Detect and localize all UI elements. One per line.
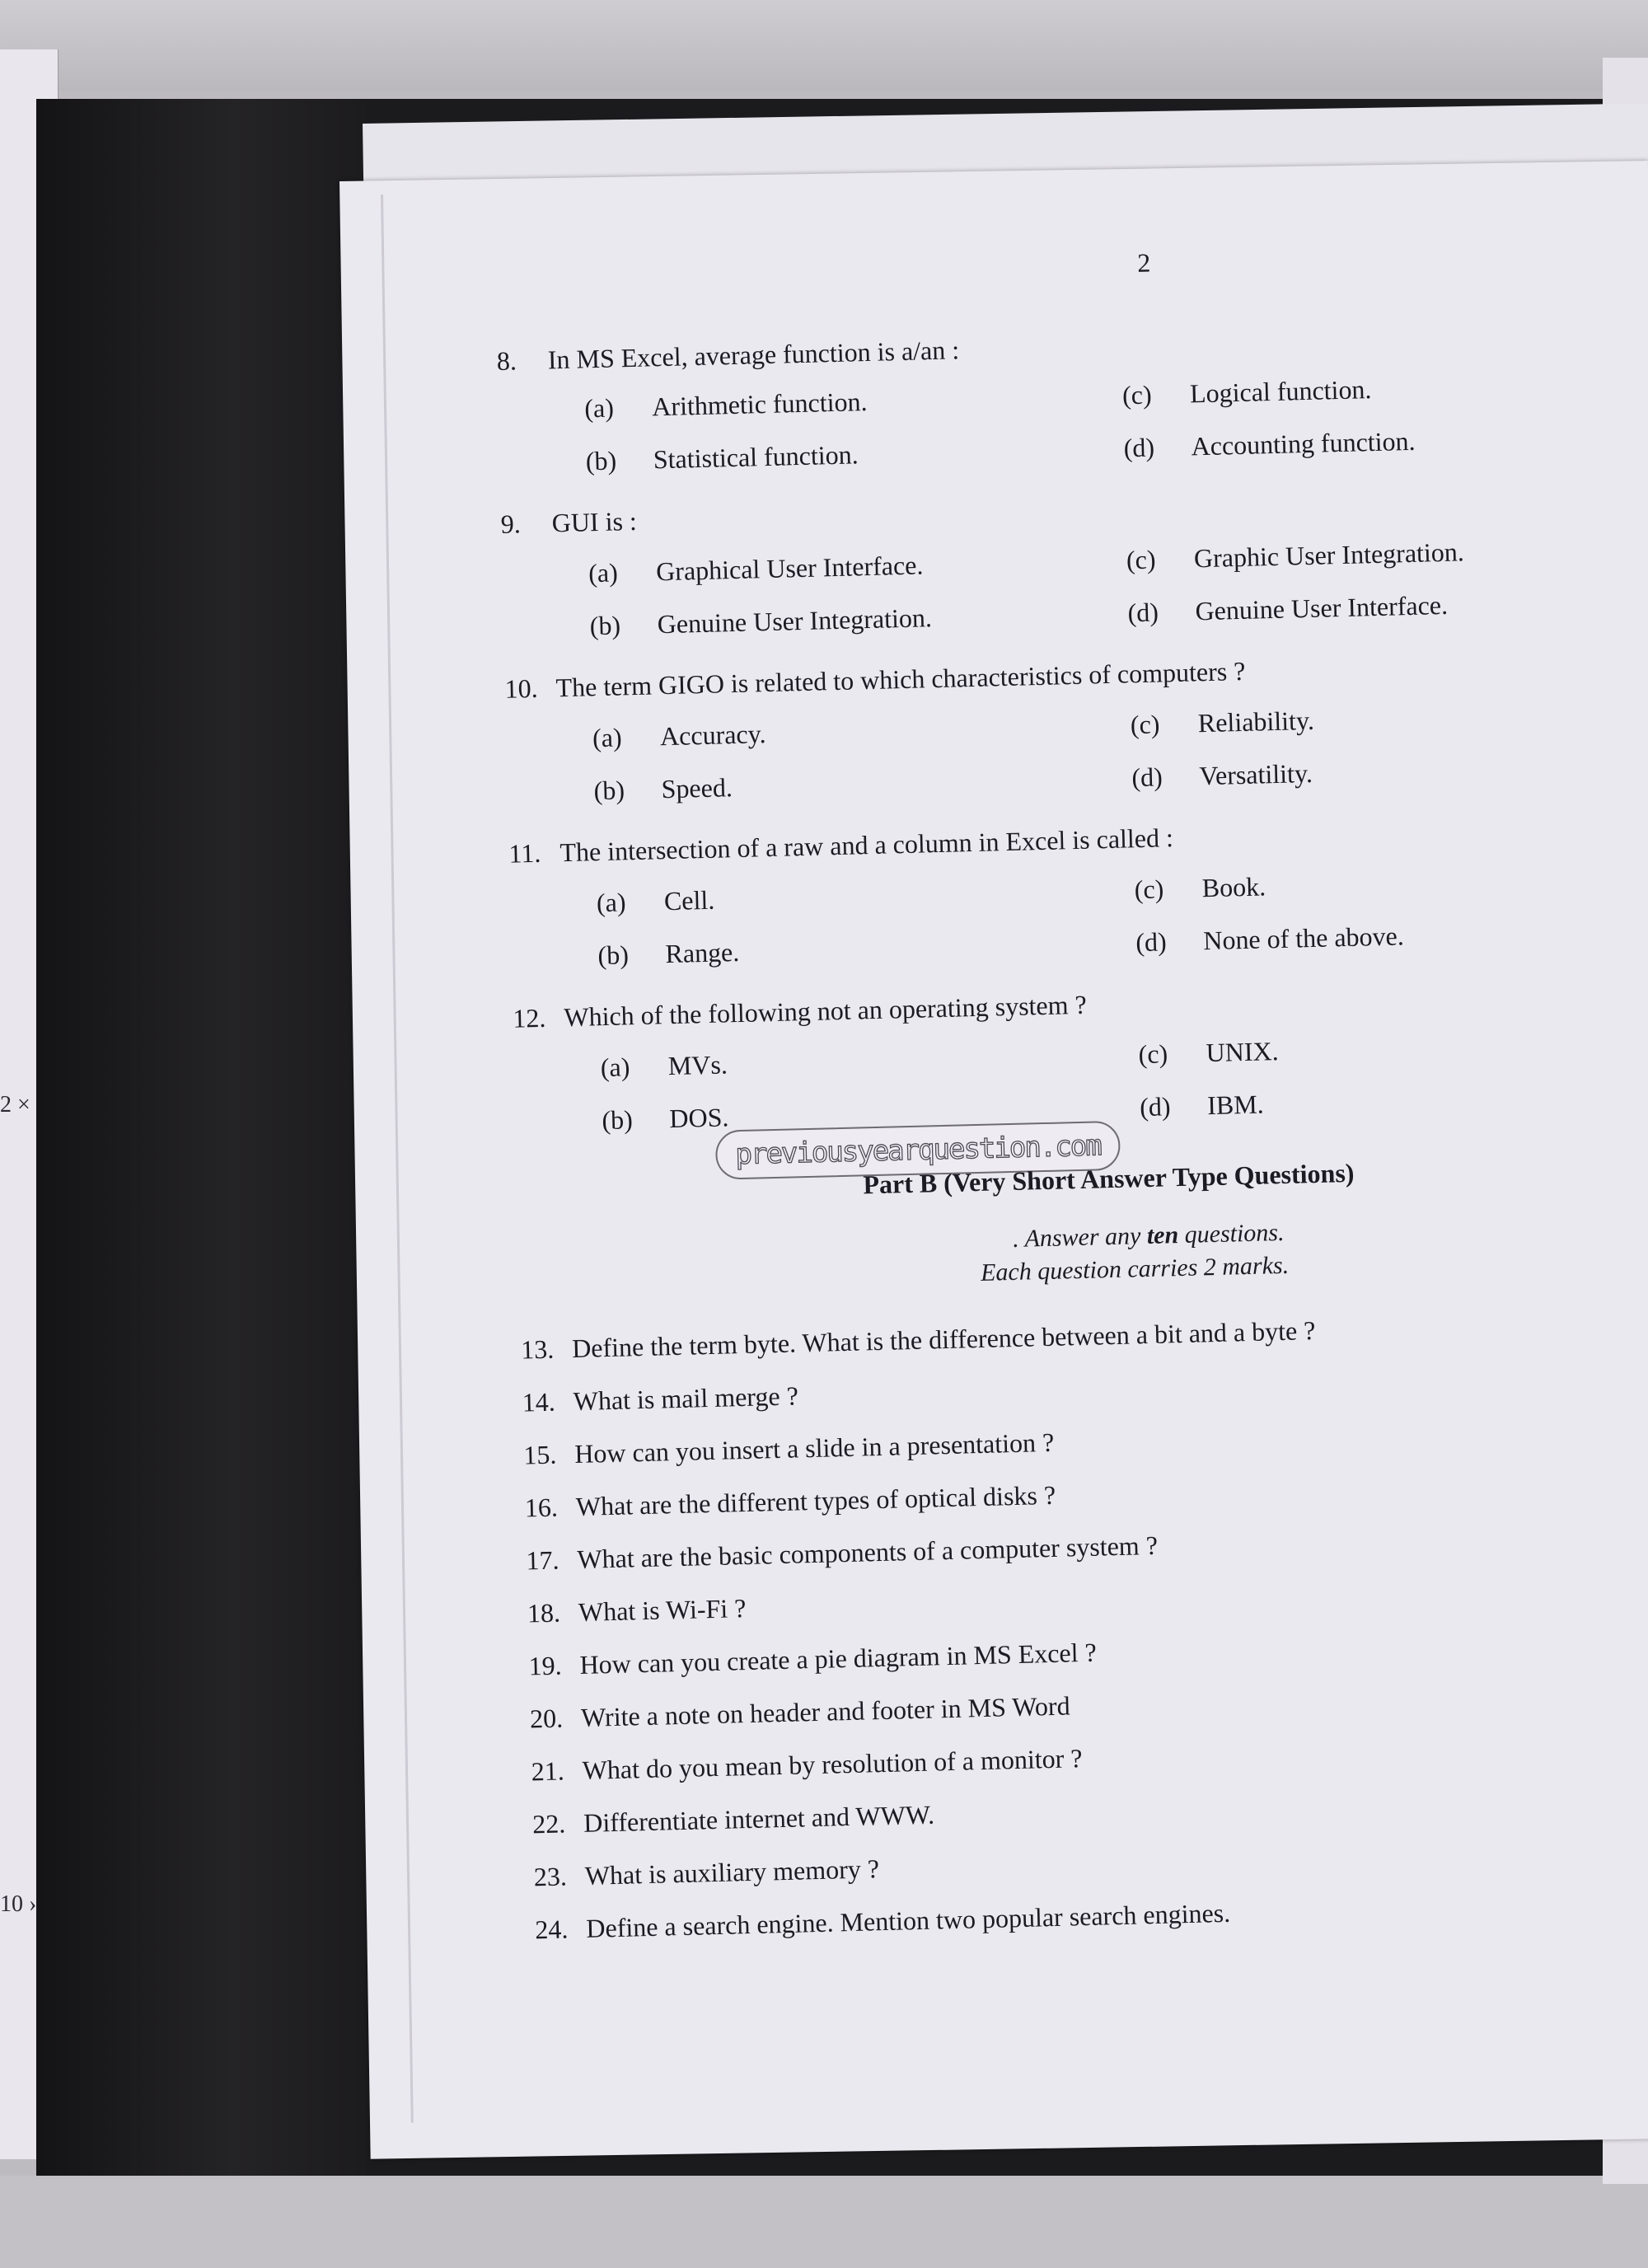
question-number: 24. <box>534 1914 569 1945</box>
question-number: 16. <box>524 1492 559 1523</box>
question-number: 21. <box>531 1755 565 1787</box>
question-text: Write a note on header and footer in MS Word <box>580 1690 1070 1732</box>
question-text: What is Wi-Fi ? <box>578 1593 747 1627</box>
question-text: The term GIGO is related to which characteristics of computers ? <box>555 655 1246 703</box>
question-number: 22. <box>531 1808 566 1839</box>
question-9-option-a: (a) Graphical User Interface. <box>588 550 924 588</box>
question-text: How can you insert a slide in a presentation ? <box>574 1427 1055 1469</box>
question-text: What is mail merge ? <box>573 1380 799 1417</box>
question-12-option-a: (a) MVs. <box>600 1049 728 1083</box>
question-text: Which of the following not an operating system ? <box>563 989 1088 1033</box>
binder-spine <box>36 99 366 2176</box>
question-10-option-a: (a) Accuracy. <box>592 719 766 753</box>
part-b-title: Part B (Very Short Answer Type Questions) <box>862 1157 1355 1200</box>
question-8-option-c: (c) Logical function. <box>1121 374 1372 410</box>
question-number: 12. <box>512 1002 546 1033</box>
question-number: 11. <box>508 837 541 869</box>
question-text: In MS Excel, average function is a/an : <box>547 335 960 375</box>
question-text: What are the basic components of a computer system ? <box>576 1530 1159 1575</box>
left-edge-mark-2: 10 › <box>0 1891 37 1917</box>
question-number: 10. <box>504 672 539 704</box>
question-10-option-b: (b) Speed. <box>593 772 733 806</box>
question-text: Define a search engine. Mention two popular search engines. <box>585 1897 1231 1943</box>
question-8-option-b: (b) Statistical function. <box>585 439 859 476</box>
question-10-option-c: (c) Reliability. <box>1130 705 1315 740</box>
question-number: 14. <box>522 1386 556 1418</box>
question-number: 23. <box>533 1861 568 1892</box>
question-9-option-c: (c) Graphic User Integration. <box>1126 537 1465 575</box>
question-number: 15. <box>522 1439 557 1470</box>
question-number: 18. <box>527 1597 561 1628</box>
question-11-option-c: (c) Book. <box>1134 871 1266 905</box>
question-text: What are the different types of optical disks ? <box>575 1479 1056 1522</box>
question-text: Define the term byte. What is the difference between a bit and a byte ? <box>571 1315 1316 1364</box>
background-top <box>0 0 1648 91</box>
question-9-option-d: (d) Genuine User Interface. <box>1127 589 1449 628</box>
part-b-marks-note: Each question carries 2 marks. <box>980 1251 1290 1286</box>
page-number: 2 <box>1136 247 1151 278</box>
question-12-option-b: (b) DOS. <box>601 1102 729 1136</box>
left-edge-mark-1: 2 × <box>0 1092 30 1118</box>
background-bottom <box>0 2176 1648 2268</box>
question-text: What is auxiliary memory ? <box>584 1853 880 1891</box>
question-text: GUI is : <box>551 505 638 538</box>
question-text: How can you create a pie diagram in MS Excel ? <box>579 1637 1098 1680</box>
question-8-option-a: (a) Arithmetic function. <box>583 387 868 424</box>
question-number: 9. <box>500 508 522 539</box>
question-9-option-b: (b) Genuine User Integration. <box>589 602 933 641</box>
question-number: 17. <box>526 1544 559 1576</box>
question-8-option-d: (d) Accounting function. <box>1123 425 1416 463</box>
question-number: 13. <box>520 1333 555 1365</box>
question-12-option-d: (d) IBM. <box>1139 1089 1265 1122</box>
watermark-logo: previousyearquestion.com <box>715 1121 1121 1180</box>
question-10-option-d: (d) Versatility. <box>1131 757 1313 793</box>
question-11-option-b: (b) Range. <box>597 936 740 971</box>
question-text: What do you mean by resolution of a monitor ? <box>582 1743 1083 1785</box>
question-11-option-d: (d) None of the above. <box>1135 921 1405 958</box>
question-11-option-a: (a) Cell. <box>596 884 715 918</box>
question-number: 8. <box>496 345 517 376</box>
part-b-instruction: . Answer any ten questions. <box>1012 1218 1285 1253</box>
question-text: The intersection of a raw and a column in Excel is called : <box>559 822 1174 868</box>
question-number: 20. <box>529 1703 564 1734</box>
question-number: 19. <box>528 1650 563 1681</box>
question-text: Differentiate internet and WWW. <box>583 1799 935 1838</box>
question-12-option-c: (c) UNIX. <box>1138 1036 1280 1070</box>
